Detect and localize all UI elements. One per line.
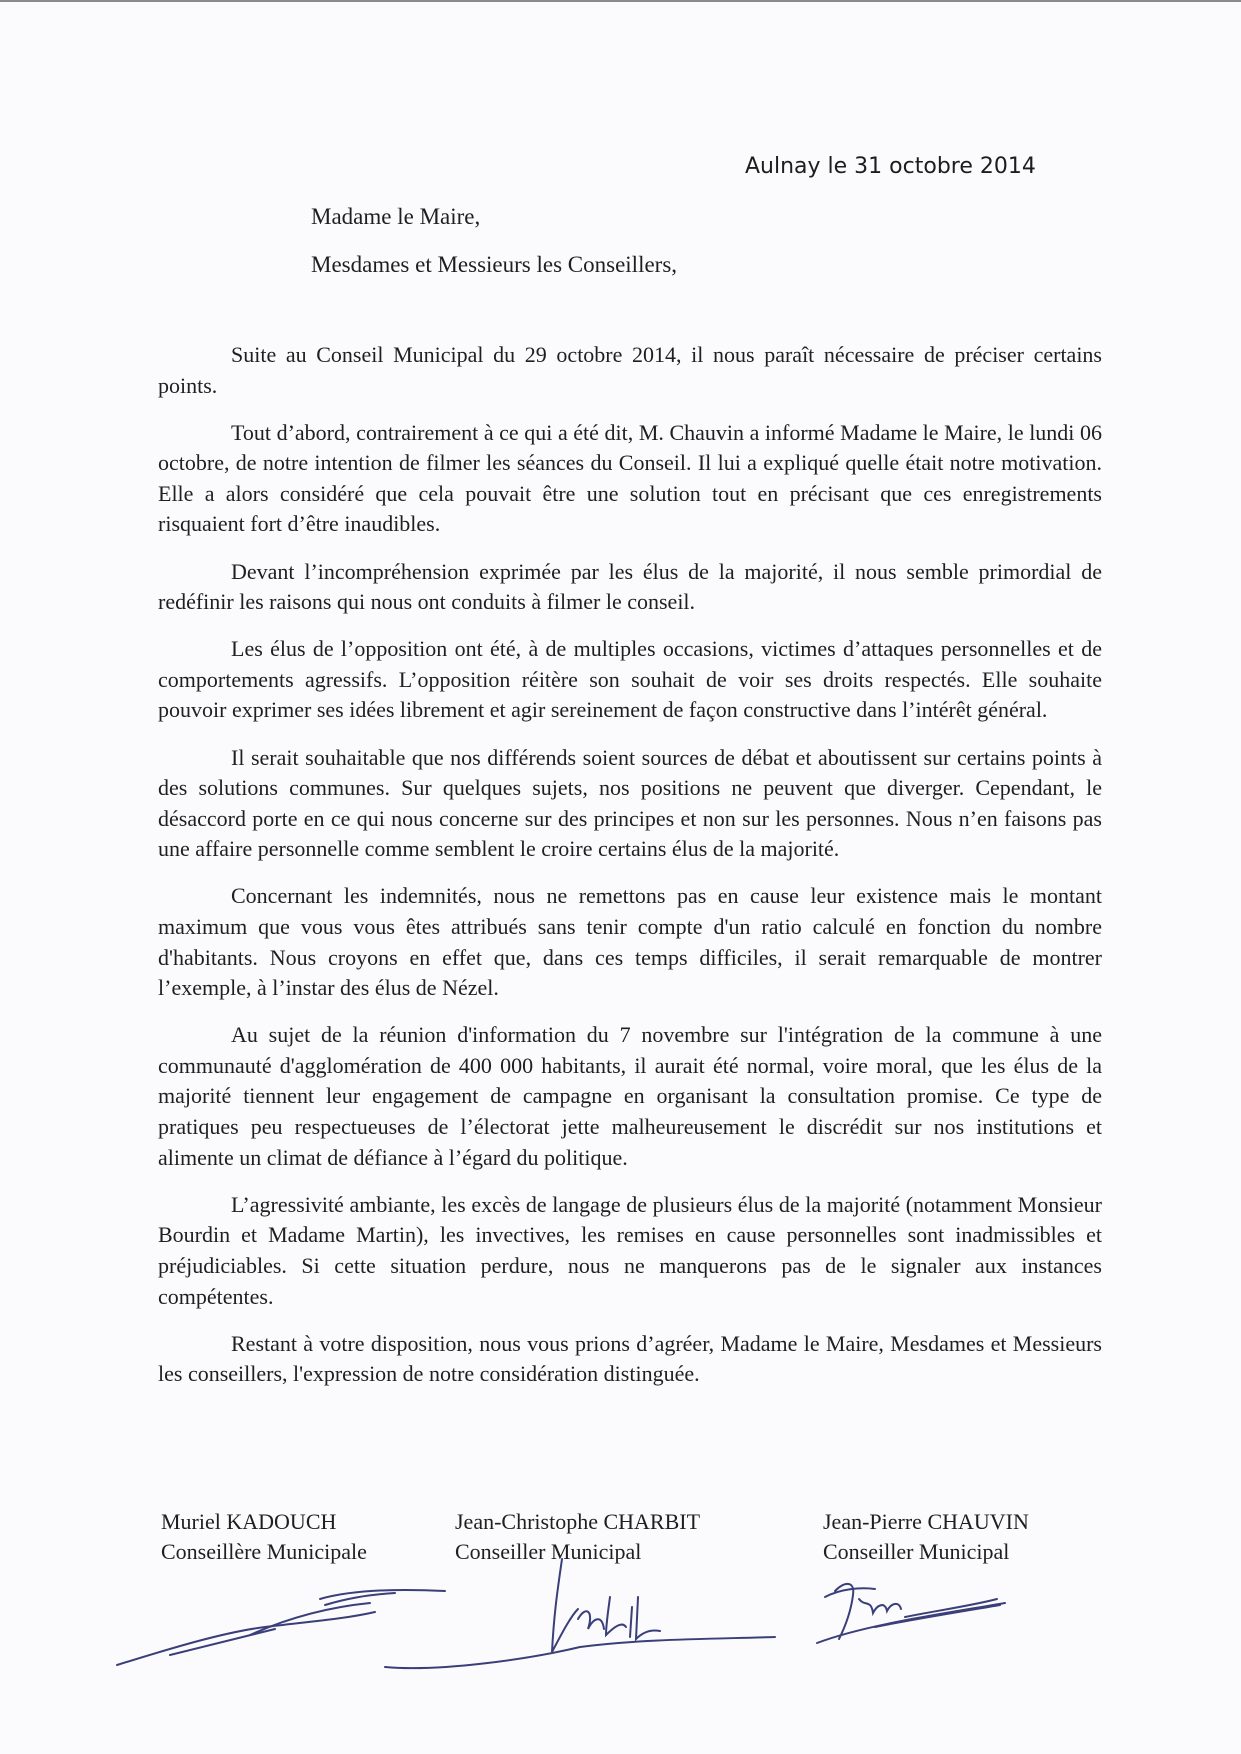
paragraph: Tout d’abord, contrairement à ce qui a été dit, M. Chauvin a informé Madame le Maire, le lundi 06 octobre, de notre intention de filmer les séances du Conseil. Il lui a expliqué quelle était notre motivation. Elle a alors considéré que cela pouvait être une solution tout en précisant que ces enregistrements risquaient fort d’être inaudibles. (158, 419, 1102, 537)
paragraph: Au sujet de la réunion d'information du 7 novembre sur l'intégration de la commune à une communauté d'agglomération de 400 000 habitants, il aurait été normal, voire moral, que les élus de la majorité tiennent leur engagement de campagne en organisant la consultation promise. Ce type de pratiques peu respectueuses de l’électorat jette malheureusement le discrédit sur nos institutions et alimente un climat de défiance à l’égard du politique. (158, 1022, 1102, 1170)
salutation-line-1: Madame le Maire, (311, 204, 481, 229)
signatory-name: Jean-Christophe CHARBIT (455, 1509, 701, 1534)
paragraph: L’agressivité ambiante, les excès de langage de plusieurs élus de la majorité (notamment Monsieur Bourdin et Madame Martin), les invectives, les remises en cause personnelles sont inadmissibles et préjudiciables. Si cette situation perdure, nous ne manquerons pas de le signaler aux instances compétentes. (158, 1191, 1102, 1309)
signatory-chauvin (823, 1507, 1029, 1567)
paragraph: Les élus de l’opposition ont été, à de multiples occasions, victimes d’attaques personnelles et de comportements agressifs. L’opposition réitère son souhait de voir ses droits respectés. Elle souhaite pouvoir exprimer ses idées librement et agir sereinement de façon constructive dans l’intérêt général. (158, 636, 1102, 723)
signatory-name: Muriel KADOUCH (161, 1509, 337, 1534)
salutation-line-2: Mesdames et Messieurs les Conseillers, (311, 252, 678, 277)
signatory-title: Conseiller Municipal (455, 1539, 642, 1564)
signature-charbit-image (380, 1557, 780, 1677)
signatory-title: Conseillère Municipale (161, 1539, 367, 1564)
letter-body (158, 340, 1102, 1406)
signatory-title: Conseiller Municipal (823, 1539, 1010, 1564)
paragraph: Concernant les indemnités, nous ne remettons pas en cause leur existence mais le montant maximum que vous vous êtes attribués sans tenir compte d'un ratio calculé en fonction du nombre d'habitants. Nous croyons en effet que, dans ces temps difficiles, il serait remarquable de montrer l’exemple, à l’instar des élus de Nézel. (158, 883, 1102, 1001)
paragraph: Devant l’incompréhension exprimée par les élus de la majorité, il nous semble primordial de redéfinir les raisons qui nous ont conduits à filmer le conseil. (158, 558, 1102, 615)
signatory-kadouch (161, 1507, 367, 1567)
paragraph: Restant à votre disposition, nous vous prions d’agréer, Madame le Maire, Mesdames et Messieurs les conseillers, l'expression de notre considération distinguée. (158, 1330, 1102, 1387)
paragraph: Il serait souhaitable que nos différends soient sources de débat et aboutissent sur certains points à des solutions communes. Sur quelques sujets, nos positions ne peuvent que diverger. Cependant, le désaccord porte en ce qui nous concerne sur des principes et non sur les personnes. Nous n’en faisons pas une affaire personnelle comme semblent le croire certains élus de la majorité. (158, 744, 1102, 862)
paragraph: Suite au Conseil Municipal du 29 octobre 2014, il nous paraît nécessaire de préciser certains points. (158, 342, 1102, 398)
signatory-name: Jean-Pierre CHAUVIN (823, 1509, 1029, 1534)
letter-date: Aulnay le 31 octobre 2014 (745, 154, 1036, 179)
signature-chauvin-image (815, 1577, 1015, 1647)
